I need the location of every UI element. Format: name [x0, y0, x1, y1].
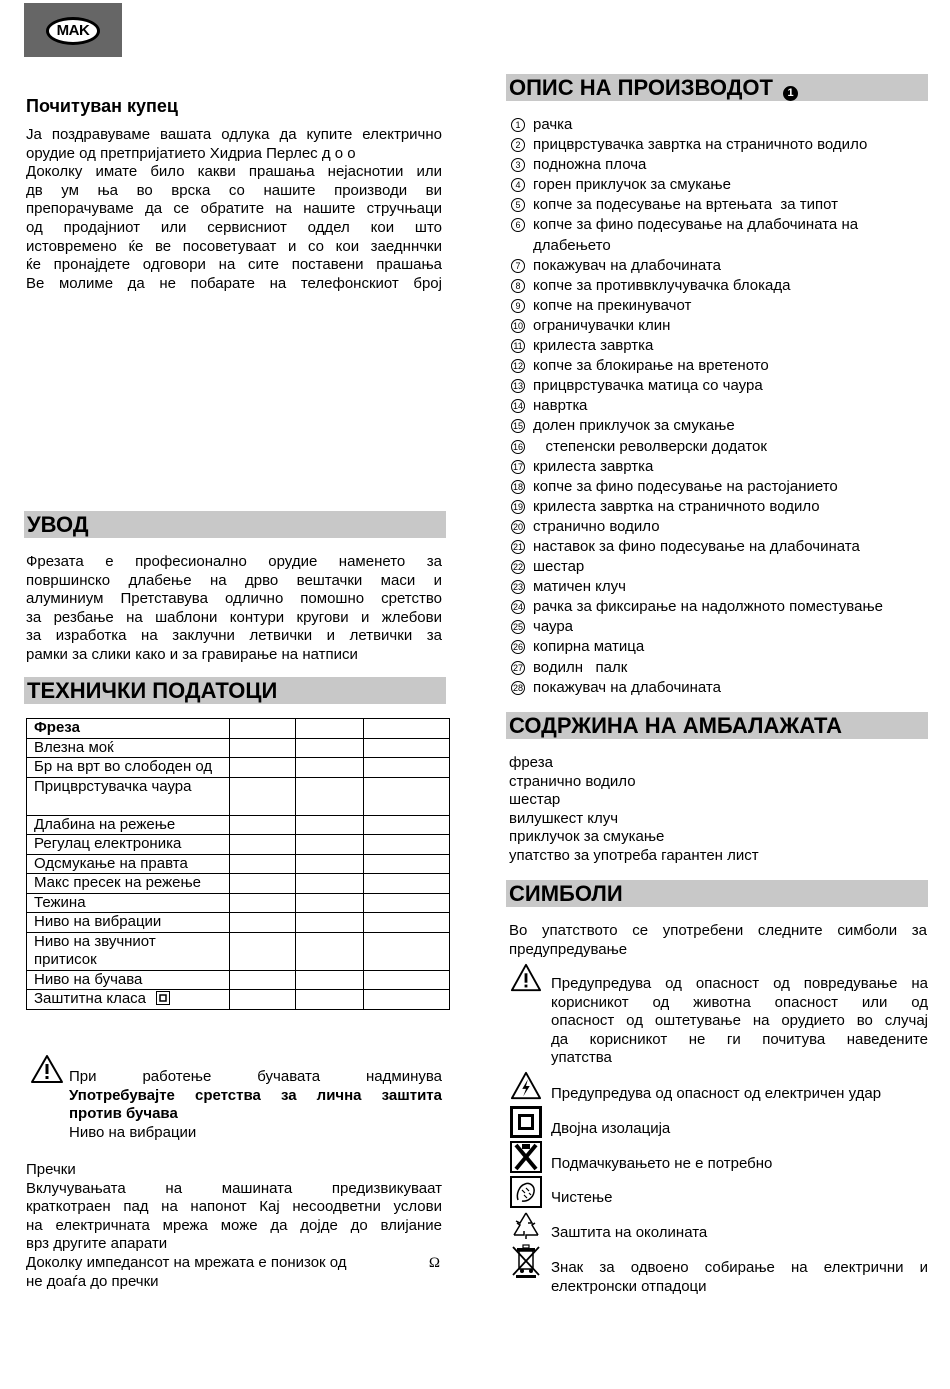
- double-insulation-icon: [510, 1106, 542, 1138]
- symbol-text: Предупредува од опасност од електричен удар: [551, 1085, 882, 1102]
- table-cell: Одсмукање на правта: [27, 854, 230, 874]
- list-item: [508, 557, 928, 577]
- item-label: матичен клуч: [533, 578, 626, 596]
- item-number-badge: 20: [512, 521, 523, 532]
- table-row: [27, 970, 450, 990]
- greeting-line: Ве молиме да не побарате на телефонскиот број: [26, 274, 442, 292]
- noise-note-line: При работење бучавата надминува: [69, 1068, 442, 1085]
- item-label: копче за фино подесување на растојанието: [533, 477, 838, 495]
- intro-line: за резбање на шаблони контури кругови и жлебови: [26, 608, 442, 626]
- greeting-text: [26, 126, 442, 293]
- table-cell: Ниво на бучава: [27, 970, 230, 990]
- symbol-electric: [510, 1070, 928, 1104]
- list-item: вилушкест клуч: [509, 809, 619, 827]
- table-cell: Влезна моќ: [27, 738, 230, 758]
- table-cell: Регулац електроника: [27, 835, 230, 855]
- warning-icon: [510, 962, 542, 994]
- interference-title: Пречки: [26, 1161, 76, 1178]
- item-number-badge: 4: [511, 178, 525, 192]
- impedance-text: Доколку импедансот на мрежата е понизок од: [26, 1253, 347, 1271]
- list-item: [508, 517, 928, 537]
- symbols-intro-line: Во упатството се употребени следните симболи за: [509, 922, 927, 939]
- greeting-line: Доколку имате било какви прашања нејаснотии или: [26, 163, 442, 181]
- item-number-badge: 9: [511, 299, 525, 313]
- item-label: крилеста завртка на страничното водило: [533, 497, 820, 515]
- item-number-badge: 22: [512, 562, 523, 573]
- interference-line: Вклучувањата на машината предизвикуваат: [26, 1179, 442, 1197]
- table-cell: [27, 990, 230, 1010]
- item-number-badge: 18: [512, 481, 523, 492]
- intro-text: [26, 553, 442, 665]
- table-cell: Бр на врт во слободен од: [27, 758, 230, 778]
- list-item: [508, 316, 928, 336]
- symbol-cleaning: [510, 1176, 928, 1210]
- warning-icon: [30, 1054, 64, 1084]
- list-item: [508, 617, 928, 637]
- list-item: [508, 537, 928, 557]
- item-number-badge: 13: [512, 381, 523, 392]
- item-label: шестар: [533, 558, 585, 576]
- table-row: [27, 777, 450, 815]
- list-item: [508, 256, 928, 276]
- table-cell: Ниво на звучниот притисок: [27, 932, 230, 970]
- symbol-text: опасност од оштетување на орудието во случај: [551, 1012, 928, 1030]
- symbol-text: Знак за одвоено собирање на електрични и: [551, 1259, 928, 1276]
- interference-line: врз другите апарати: [26, 1235, 168, 1253]
- symbols-title: СИМБОЛИ: [506, 880, 928, 907]
- figure-ref-badge: 1: [783, 86, 798, 101]
- item-number-badge: 19: [512, 501, 523, 512]
- item-label: долен приклучок за смукање: [533, 417, 735, 435]
- intro-line: за изработка на заклучни летвички и летвички за: [26, 627, 442, 645]
- symbol-weee: [510, 1243, 928, 1299]
- table-cell: Длабина на режење: [27, 815, 230, 835]
- item-label: рачка за фиксирање на надолжното поместување: [533, 598, 883, 616]
- list-item: [508, 276, 928, 296]
- electric-shock-icon: [510, 1070, 542, 1102]
- recycling-icon: [510, 1210, 542, 1242]
- table-row: [27, 758, 450, 778]
- item-label: прицврстувачка матица со чаура: [533, 377, 763, 395]
- item-label: подножна плоча: [533, 156, 647, 174]
- item-label: покажувач на длабочината: [533, 678, 721, 696]
- package-title: СОДРЖИНА НА АМБАЛАЖАТА: [506, 712, 928, 739]
- symbol-environment: [510, 1210, 928, 1244]
- table-cell: Прицврстувачка чаура: [27, 777, 230, 815]
- intro-line: Фрезата е професионално орудие наменето за: [26, 553, 442, 570]
- symbol-text: Предупредува од опасност од повредување на: [551, 975, 928, 992]
- protection-class-label: Заштитна класа: [34, 990, 147, 1007]
- item-number-badge: 23: [512, 582, 523, 593]
- language-badge-label: MAK: [46, 17, 100, 45]
- item-number-badge: 25: [512, 622, 523, 633]
- symbols-intro-line: предупредување: [509, 940, 628, 958]
- list-item: [508, 678, 928, 698]
- list-item: странично водило: [509, 772, 636, 790]
- item-label: наставок за фино подесување на длабочината: [533, 537, 860, 555]
- table-row: [27, 893, 450, 913]
- noise-note-line: Ниво на вибрации: [69, 1123, 197, 1141]
- item-label: рачка: [533, 116, 573, 133]
- item-number-badge: 27: [512, 662, 523, 673]
- product-title-text: ОПИС НА ПРОИЗВОДОТ: [509, 75, 773, 100]
- symbol-text: упатства: [551, 1049, 612, 1067]
- list-item: фреза: [509, 754, 553, 771]
- item-label: ограничувачки клин: [533, 316, 671, 334]
- interference-line: краткотраен пад на напонот Кај несоодветни услови: [26, 1198, 442, 1216]
- greeting-title: Почитуван купец: [26, 96, 178, 116]
- item-label: копче за противвклучувачка блокада: [533, 276, 791, 294]
- item-number-badge: 12: [512, 361, 523, 372]
- list-item: [508, 215, 928, 255]
- list-item: [508, 356, 928, 376]
- greeting-line: дв ум њa во врска со нашите производи ви: [26, 181, 442, 199]
- intro-title: УВОД: [24, 511, 446, 538]
- list-item: [508, 195, 928, 215]
- weee-bin-icon: [510, 1243, 542, 1279]
- symbols-intro: [509, 922, 927, 959]
- item-number-badge: 17: [512, 461, 523, 472]
- greeting-line: од продајниот или сервисниот оддел кои што: [26, 218, 442, 236]
- language-badge: [24, 3, 122, 57]
- table-row: [27, 913, 450, 933]
- list-item: [508, 115, 928, 135]
- item-number-badge: 26: [512, 642, 523, 653]
- double-insulation-icon: [156, 991, 170, 1005]
- symbol-text: Заштита на околината: [551, 1224, 708, 1241]
- symbol-warning: [510, 962, 928, 1067]
- item-number-badge: 6: [511, 218, 525, 232]
- greeting-line: истовремено ќе ве посоветуваат и со кои заедннчки: [26, 237, 442, 255]
- table-row: [27, 815, 450, 835]
- list-item: [508, 336, 928, 356]
- list-item: [508, 637, 928, 657]
- list-item: [508, 396, 928, 416]
- list-item: [508, 597, 928, 617]
- cleaning-icon: [510, 1176, 542, 1208]
- noise-note-warning: Употребувајте сретства за лична заштита: [69, 1086, 442, 1104]
- list-item: [508, 477, 928, 497]
- item-label: странично водило: [533, 517, 660, 535]
- symbol-no-lubrication: [510, 1141, 928, 1175]
- table-row: [27, 835, 450, 855]
- product-title: [506, 74, 928, 101]
- item-number-badge: 28: [512, 682, 523, 693]
- list-item: [508, 416, 928, 436]
- item-label: чаура: [533, 618, 574, 636]
- interference-line: не доаѓа до пречки: [26, 1272, 159, 1290]
- item-number-badge: 10: [512, 320, 523, 331]
- impedance-line: [26, 1254, 442, 1273]
- list-item: [508, 296, 928, 316]
- item-label: крилеста завртка: [533, 337, 654, 355]
- table-cell: Фреза: [27, 719, 230, 739]
- table-row: [27, 854, 450, 874]
- package-list: [509, 754, 927, 866]
- list-item: [508, 175, 928, 195]
- table-row: [27, 990, 450, 1010]
- symbol-text: Чистење: [551, 1189, 613, 1206]
- no-lubrication-icon: [510, 1141, 542, 1173]
- list-item: [508, 497, 928, 517]
- list-item: [508, 376, 928, 396]
- item-number-badge: 21: [512, 541, 523, 552]
- table-row: [27, 874, 450, 894]
- table-cell: Макс пресек на режење: [27, 874, 230, 894]
- greeting-line: орудие од претпријатието Хидриа Перлес д о о: [26, 144, 356, 162]
- table-cell: Тежина: [27, 893, 230, 913]
- item-label: крилеста завртка: [533, 457, 654, 475]
- item-number-badge: 7: [511, 259, 525, 273]
- item-number-badge: 14: [512, 401, 523, 412]
- list-item: [508, 437, 928, 457]
- item-number-badge: 2: [511, 138, 525, 152]
- greeting-line: ќе пронајдете одговори на сите поставени прашања: [26, 256, 442, 274]
- greeting-line: Ја поздравуваме вашата одлука да купите електрично: [26, 126, 442, 143]
- intro-line: алуминиум Претставува одлично помошно сретство: [26, 590, 442, 608]
- symbol-text: корисникот од животна опасност или од: [551, 993, 928, 1011]
- list-item: упатство за употреба гарантен лист: [509, 846, 759, 864]
- symbol-text: Двојна изолација: [551, 1120, 671, 1137]
- product-parts-list: [508, 115, 928, 698]
- list-item: [508, 658, 928, 678]
- list-item: приклучок за смукање: [509, 828, 665, 846]
- symbol-text: електронски отпадоци: [551, 1277, 707, 1295]
- item-label: прицврстувачка завртка на страничното водило: [533, 136, 868, 154]
- item-number-badge: 3: [511, 158, 525, 172]
- interference-line: на електричната мрежа може да дојде до влијание: [26, 1216, 442, 1234]
- symbol-text: да корисникот не ги почитува наведените: [551, 1030, 928, 1048]
- table-row: [27, 738, 450, 758]
- tech-title: ТЕХНИЧКИ ПОДАТОЦИ: [24, 677, 446, 704]
- item-label: копче за фино подесување на длабочината на длабењето: [533, 216, 863, 254]
- noise-note: [69, 1068, 442, 1142]
- item-label: покажувач на длабочината: [533, 256, 721, 274]
- item-number-badge: 1: [511, 118, 525, 132]
- table-row: [27, 719, 450, 739]
- greeting-line: препорачуваме да се обратите на нашите стручњаци: [26, 200, 442, 218]
- ohm-symbol: Ω: [428, 1254, 440, 1271]
- item-number-badge: 24: [512, 602, 523, 613]
- item-label: степенски револверски додаток: [533, 437, 767, 455]
- tech-table: [26, 718, 450, 1010]
- item-label: копче за подесување на вртењата за типот: [533, 196, 839, 214]
- item-number-badge: 8: [511, 279, 525, 293]
- item-label: наврткa: [533, 397, 588, 415]
- table-row: [27, 932, 450, 970]
- item-label: горен приклучок за смукање: [533, 176, 731, 194]
- noise-note-warning: против бучава: [69, 1105, 178, 1123]
- list-item: [508, 457, 928, 477]
- item-number-badge: 5: [511, 198, 525, 212]
- table-cell: Ниво на вибрации: [27, 913, 230, 933]
- item-label: водилн палк: [533, 658, 628, 676]
- intro-line: рамки за слики како и за гравирање на натписи: [26, 645, 358, 663]
- item-label: копче на прекинувачот: [533, 296, 692, 314]
- symbol-double-insulation: [510, 1106, 928, 1140]
- list-item: [508, 577, 928, 597]
- list-item: [508, 155, 928, 175]
- item-label: копирна матица: [533, 638, 645, 656]
- item-number-badge: 16: [512, 441, 523, 452]
- intro-line: површинско длабење на дрво вештачки маси и: [26, 571, 442, 589]
- list-item: [508, 135, 928, 155]
- list-item: шестар: [509, 791, 561, 809]
- item-label: копче за блокирање на вретеното: [533, 357, 769, 375]
- item-number-badge: 15: [512, 421, 523, 432]
- symbol-text: Подмачкувањето не е потребно: [551, 1155, 773, 1172]
- item-number-badge: 11: [511, 339, 525, 353]
- interference-section: [26, 1161, 442, 1291]
